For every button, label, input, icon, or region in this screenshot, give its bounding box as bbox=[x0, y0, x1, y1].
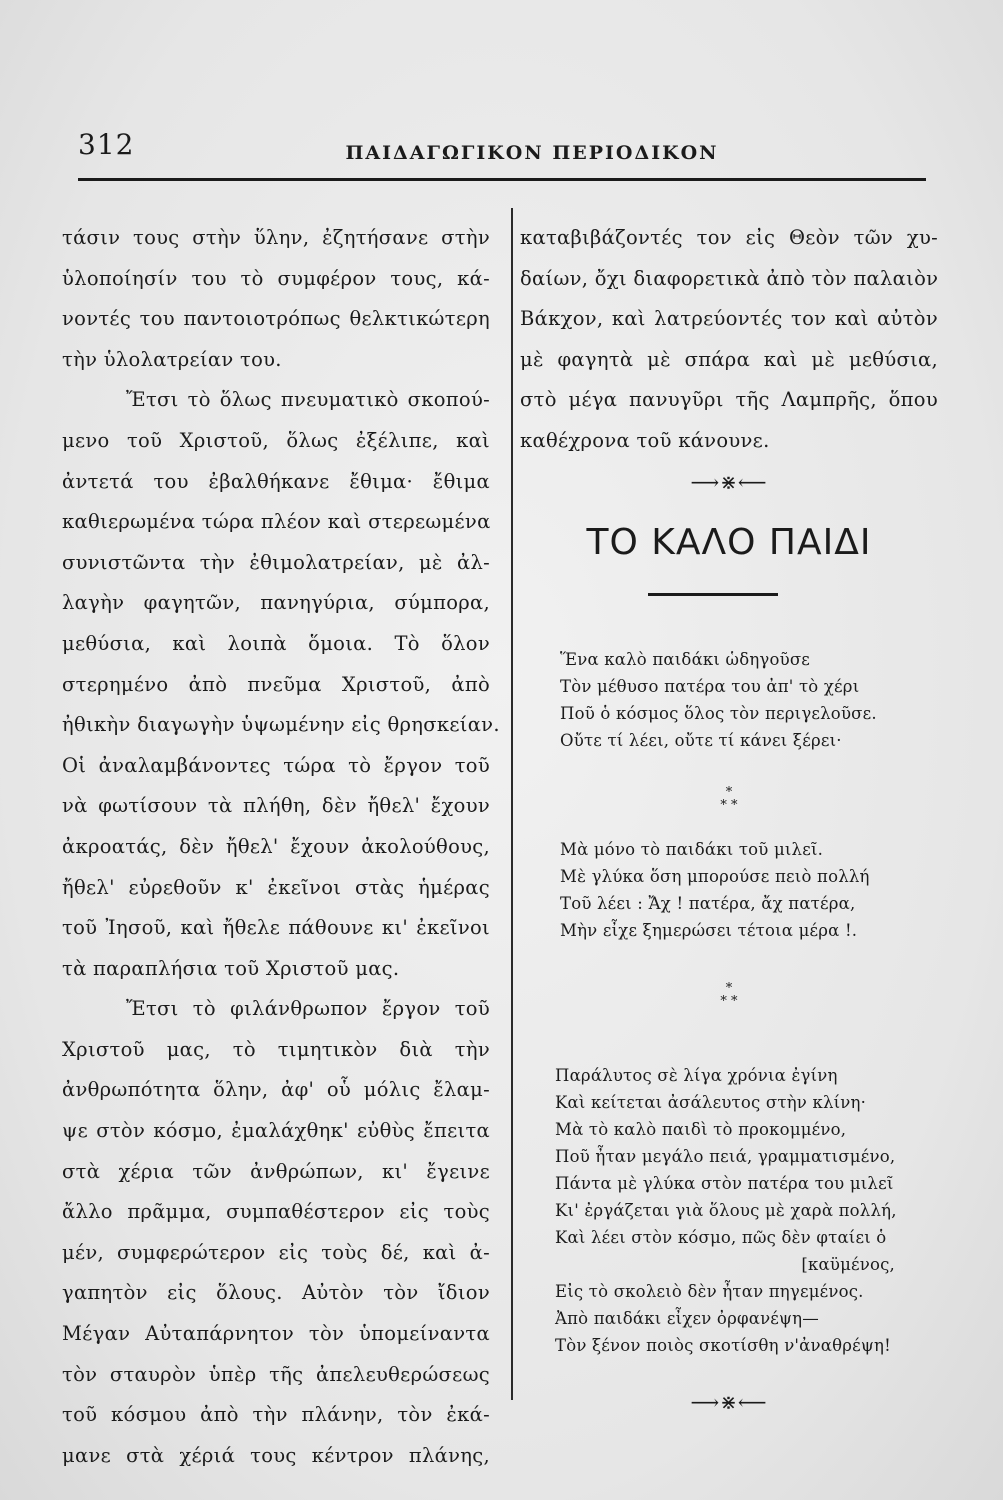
stanza1-line-4: Οὔτε τί λέει, οὔτε τί κάνει ξέρει· bbox=[560, 731, 842, 750]
left-line-1: τάσιν τους στὴν ὕλην, ἐζητήσανε στὴν bbox=[62, 226, 490, 249]
ornament-divider-top: ⟶⋇⟵ bbox=[690, 470, 768, 494]
left-line-23: ψε στὸν κόσμο, ἐμαλάχθηκ' εὐθὺς ἔπειτα bbox=[62, 1119, 490, 1143]
left-line-4: τὴν ὑλολατρείαν του. bbox=[62, 347, 282, 371]
left-line-22: ἀνθρωπότητα ὅλην, ἀφ' οὗ μόλις ἔλαμ- bbox=[62, 1078, 490, 1102]
stanza3-line-8: [καϋμένος, bbox=[801, 1255, 895, 1274]
left-line-16: ἀκροατάς, δὲν ἤθελ' ἔχουν ἀκολούθους, bbox=[62, 834, 490, 858]
left-line-25: ἄλλο πρᾶμμα, συμπαθέστερον εἰς τοὺς bbox=[62, 1200, 490, 1224]
left-line-2: ὑλοποίησίν του τὸ συμφέρον τους, κά- bbox=[62, 266, 490, 290]
right-line-4: μὲ φαγητὰ μὲ σπάρα καὶ μὲ μεθύσια, bbox=[520, 347, 938, 371]
stanza3-line-10: Ἀπὸ παιδάκι εἶχεν ὀρφανέψη— bbox=[555, 1309, 819, 1328]
left-line-27: γαπητὸν εἰς ὅλους. Αὐτὸν τὸν ἴδιον bbox=[62, 1281, 490, 1305]
left-line-9: συνιστῶντα τὴν ἐθιμολατρείαν, μὲ ἀλ- bbox=[62, 550, 490, 574]
right-line-6: καθέχρονα τοῦ κάνουνε. bbox=[520, 428, 770, 452]
stanza3-line-11: Τὸν ξένον ποιὸς σκοτίσθη ν'ἀναθρέψη! bbox=[555, 1336, 891, 1355]
ornament-divider-bottom: ⟶⋇⟵ bbox=[690, 1390, 768, 1414]
stanza3-line-7: Καὶ λέει στὸν κόσμο, πῶς δὲν φταίει ὁ bbox=[555, 1228, 887, 1247]
title-rule bbox=[648, 593, 778, 596]
poem-title: ΤΟ ΚΑΛΟ ΠΑΙΔΙ bbox=[586, 522, 872, 563]
left-line-11: μεθύσια, καὶ λοιπὰ ὅμοια. Τὸ ὅλον bbox=[62, 631, 490, 655]
left-line-28: Μέγαν Αὐταπάρνητον τὸν ὑπομείναντα bbox=[62, 1322, 490, 1346]
left-line-31: μανε στὰ χέριά τους κέντρον πλάνης, bbox=[62, 1443, 490, 1467]
stanza2-line-1: Μὰ μόνο τὸ παιδάκι τοῦ μιλεῖ. bbox=[560, 840, 824, 859]
stanza1-line-3: Ποῦ ὁ κόσμος ὅλος τὸν περιγελοῦσε. bbox=[560, 704, 877, 723]
right-column bbox=[520, 218, 938, 462]
stanza3-line-3: Μὰ τὸ καλὸ παιδὶ τὸ προκομμένο, bbox=[555, 1120, 847, 1139]
right-line-1: καταβιβάζοντές τον εἰς Θεὸν τῶν χυ- bbox=[520, 226, 938, 249]
left-line-30: τοῦ κόσμου ἀπὸ τὴν πλάνην, τὸν ἐκά- bbox=[62, 1403, 490, 1427]
page-header bbox=[78, 128, 926, 172]
left-line-24: στὰ χέρια τῶν ἀνθρώπων, κι' ἔγεινε bbox=[62, 1159, 490, 1183]
header-rule bbox=[78, 178, 926, 181]
asterism-1-top: * bbox=[725, 785, 733, 800]
stanza1-line-1: Ἕνα καλὸ παιδάκι ὡδηγοῦσε bbox=[560, 650, 811, 669]
left-line-3: νοντές του παντοιοτρόπως θελκτικώτερη bbox=[62, 307, 490, 331]
left-line-13: ἠθικὴν διαγωγὴν ὑψωμένην εἰς θρησκείαν. bbox=[62, 713, 500, 737]
stanza3-line-4: Ποῦ ἦταν μεγάλο πειά, γραμματισμένο, bbox=[555, 1147, 896, 1166]
left-line-26: μέν, συμφερώτερον εἰς τοὺς δέ, καὶ ἀ- bbox=[62, 1240, 490, 1264]
stanza3-line-9: Εἰς τὸ σκολειὸ δὲν ἦταν πηγεμένος. bbox=[555, 1282, 864, 1301]
stanza3-line-2: Καὶ κείτεται ἀσάλευτος στὴν κλίνη· bbox=[555, 1093, 867, 1112]
left-line-15: νὰ φωτίσουν τὰ πλήθη, δὲν ἤθελ' ἔχουν bbox=[62, 794, 490, 818]
running-title: ΠΑΙΔΑΓΩΓΙΚΟΝ ΠΕΡΙΟΔΙΚΟΝ bbox=[345, 142, 719, 164]
stanza3-line-1: Παράλυτος σὲ λίγα χρόνια ἐγίνη bbox=[555, 1066, 838, 1085]
left-line-10: λαγὴν φαγητῶν, πανηγύρια, σύμπορα, bbox=[62, 591, 490, 615]
poem-stanza-1 bbox=[560, 646, 940, 754]
stanza3-line-6: Κι' ἐργάζεται γιὰ ὅλους μὲ χαρὰ πολλή, bbox=[555, 1201, 897, 1220]
stanza3-line-5: Πάντα μὲ γλύκα στὸν πατέρα του μιλεῖ bbox=[555, 1174, 894, 1193]
left-line-8: καθιερωμένα τώρα πλέον καὶ στερεωμένα bbox=[62, 510, 491, 534]
asterism-1-bottom: * * bbox=[720, 798, 738, 813]
left-line-21: Χριστοῦ μας, τὸ τιμητικὸν διὰ τὴν bbox=[62, 1037, 490, 1061]
poem-stanza-3 bbox=[555, 1062, 935, 1359]
right-line-2: δαίων, ὄχι διαφορετικὰ ἀπὸ τὸν παλαιὸν bbox=[520, 266, 939, 290]
left-line-12: στερημένο ἀπὸ πνεῦμα Χριστοῦ, ἀπὸ bbox=[62, 672, 490, 696]
left-line-7: ἀντετά του ἐβαλθήκανε ἔθιμα· ἔθιμα bbox=[62, 469, 490, 493]
left-line-19: τὰ παραπλήσια τοῦ Χριστοῦ μας. bbox=[62, 956, 400, 980]
poem-stanza-2 bbox=[560, 836, 940, 944]
column-divider bbox=[511, 208, 513, 1400]
asterism-2-bottom: * * bbox=[720, 994, 738, 1009]
stanza2-line-4: Μὴν εἶχε ξημερώσει τέτοια μέρα !. bbox=[560, 921, 858, 940]
left-line-6: μενο τοῦ Χριστοῦ, ὅλως ἐξέλιπε, καὶ bbox=[62, 428, 490, 452]
asterism-2-top: * bbox=[725, 981, 733, 996]
left-line-20: Ἔτσι τὸ φιλάνθρωπον ἔργον τοῦ bbox=[126, 997, 490, 1021]
left-line-5: Ἔτσι τὸ ὅλως πνευματικὸ σκοπού- bbox=[126, 388, 490, 412]
asterism-2 bbox=[520, 982, 938, 1008]
left-line-18: τοῦ Ἰησοῦ, καὶ ἤθελε πάθουνε κι' ἐκεῖνοι bbox=[62, 916, 490, 940]
stanza2-line-3: Τοῦ λέει : Ἄχ ! πατέρα, ἄχ πατέρα, bbox=[560, 894, 856, 913]
left-column bbox=[62, 218, 500, 1476]
right-line-5: στὸ μέγα πανυγῦρι τῆς Λαμπρῆς, ὅπου bbox=[520, 388, 938, 412]
asterism-1 bbox=[520, 786, 938, 812]
right-line-3: Βάκχον, καὶ λατρεύοντές τον καὶ αὐτὸν bbox=[520, 307, 938, 331]
page-number: 312 bbox=[78, 128, 135, 161]
stanza2-line-2: Μὲ γλύκα ὅση μπορούσε πειὸ πολλή bbox=[560, 867, 870, 886]
stanza1-line-2: Τὸν μέθυσο πατέρα του ἀπ' τὸ χέρι bbox=[560, 677, 860, 696]
left-line-17: ἤθελ' εὐρεθοῦν κ' ἐκεῖνοι στὰς ἡμέρας bbox=[62, 875, 490, 899]
left-line-14: Οἱ ἀναλαμβάνοντες τώρα τὸ ἔργον τοῦ bbox=[62, 753, 490, 777]
left-line-29: τὸν σταυρὸν ὑπὲρ τῆς ἀπελευθερώσεως bbox=[62, 1362, 490, 1386]
